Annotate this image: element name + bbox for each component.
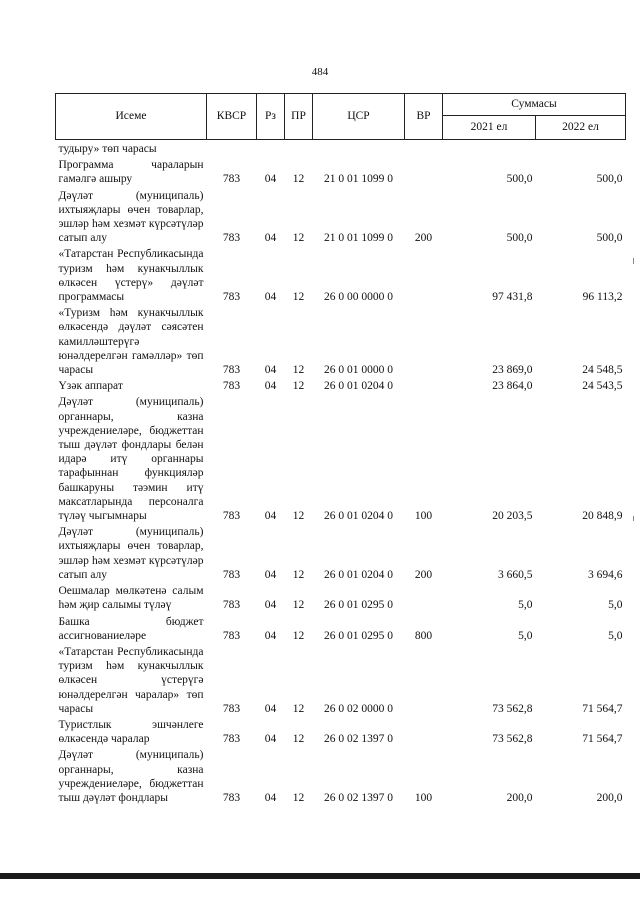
row-2021: 20 203,5 [492, 510, 533, 523]
row-2021: 23 869,0 [492, 364, 533, 377]
header-kvsr: КВСР [207, 94, 257, 140]
row-2021: 3 660,5 [498, 568, 533, 581]
header-sums: Суммасы [443, 94, 626, 116]
row-csr: 26 0 01 0295 0 [324, 629, 393, 642]
row-name: «Татарстан Республикасында туризм һәм кунакчыллык өлкәсен үстерү» дәүләт программасы [58, 248, 204, 304]
row-vr: 200 [414, 232, 433, 245]
table-row [56, 140, 626, 157]
row-pr: 12 [292, 232, 305, 245]
row-rz [257, 140, 285, 157]
row-2021: 73 562,8 [492, 702, 533, 715]
row-rz: 04 [264, 380, 277, 393]
row-rz: 04 [264, 173, 277, 186]
row-pr: 12 [292, 510, 305, 523]
row-2022: 24 548,5 [582, 364, 623, 377]
row-csr: 26 0 00 0000 0 [324, 291, 393, 304]
header-2022: 2022 ел [536, 116, 626, 140]
row-rz: 04 [264, 599, 277, 612]
row-csr: 26 0 01 0204 0 [324, 568, 393, 581]
row-2022: 24 543,5 [582, 380, 623, 393]
row-2022: 500,0 [596, 173, 623, 186]
table-row [56, 716, 626, 746]
row-kvsr: 783 [222, 380, 241, 393]
table-row [56, 643, 626, 716]
row-pr: 12 [292, 599, 305, 612]
row-2021: 23 864,0 [492, 380, 533, 393]
row-pr: 12 [292, 568, 305, 581]
row-rz: 04 [264, 733, 277, 746]
row-kvsr: 783 [222, 629, 241, 642]
row-kvsr: 783 [222, 510, 241, 523]
row-kvsr: 783 [222, 291, 241, 304]
row-2021: 73 562,8 [492, 733, 533, 746]
table-row [56, 156, 626, 186]
row-2022: 5,0 [608, 599, 623, 612]
row-2021: 500,0 [506, 232, 533, 245]
row-2022: 500,0 [596, 232, 623, 245]
row-vr [405, 140, 443, 157]
row-csr: 26 0 01 0000 0 [324, 364, 393, 377]
row-csr: 26 0 01 0204 0 [324, 380, 393, 393]
row-rz: 04 [264, 568, 277, 581]
header-vr: ВР [405, 94, 443, 140]
row-pr: 12 [292, 702, 305, 715]
table-row [56, 613, 626, 643]
table-row [56, 523, 626, 582]
row-name: тудыру» төп чарасы [58, 143, 157, 155]
header-2021: 2021 ел [443, 116, 536, 140]
row-pr: 12 [292, 380, 305, 393]
row-csr: 26 0 02 1397 0 [324, 733, 393, 746]
row-name: Башка бюджет ассигнованиеләре [58, 615, 204, 642]
row-kvsr: 783 [222, 599, 241, 612]
row-kvsr: 783 [222, 733, 241, 746]
row-vr [405, 716, 443, 746]
row-pr: 12 [292, 629, 305, 642]
row-vr [405, 643, 443, 716]
row-name: Оешмалар мөлкәтенә салым һәм җир салымы түләү [58, 585, 204, 612]
row-2021: 500,0 [506, 173, 533, 186]
page-number: 484 [311, 66, 329, 78]
row-2022 [536, 140, 626, 157]
header-csr: ЦСР [313, 94, 405, 140]
scan-speck [633, 258, 634, 264]
table-row [56, 582, 626, 612]
row-name: Дәүләт (муниципаль) ихтыяҗлары өчен товарлар, эшләр һәм хезмәт күрсәтүләр сатып алу [58, 189, 204, 245]
header-rz: Рз [257, 94, 285, 140]
row-kvsr [207, 140, 257, 157]
row-kvsr: 783 [222, 702, 241, 715]
header-pr: ПР [285, 94, 313, 140]
row-2022: 71 564,7 [582, 702, 623, 715]
row-csr: 21 0 01 1099 0 [324, 173, 393, 186]
row-2021: 200,0 [506, 791, 533, 804]
row-pr: 12 [292, 733, 305, 746]
row-vr: 100 [414, 791, 433, 804]
row-name: Туристлык эшчәнлеге өлкәсендә чаралар [58, 718, 204, 746]
row-2021: 5,0 [518, 599, 533, 612]
row-vr: 800 [414, 629, 433, 642]
row-2021 [443, 140, 536, 157]
row-2022: 71 564,7 [582, 733, 623, 746]
budget-table [55, 93, 626, 805]
header-name: Исеме [56, 94, 207, 140]
row-rz: 04 [264, 791, 277, 804]
row-vr: 100 [414, 510, 433, 523]
row-rz: 04 [264, 364, 277, 377]
row-csr: 26 0 02 0000 0 [324, 702, 393, 715]
row-2022: 200,0 [596, 791, 623, 804]
row-kvsr: 783 [222, 232, 241, 245]
row-pr: 12 [292, 173, 305, 186]
scan-speck [633, 516, 634, 521]
row-csr: 26 0 01 0295 0 [324, 599, 393, 612]
row-kvsr: 783 [222, 364, 241, 377]
row-2022: 20 848,9 [582, 510, 623, 523]
row-rz: 04 [264, 510, 277, 523]
table-row [56, 187, 626, 246]
table-row [56, 377, 626, 393]
row-rz: 04 [264, 702, 277, 715]
row-name: «Туризм һәм кунакчыллык өлкәсендә дәүләт сәясәтен камилләштерүгә юнәлдерелгән гамәлләр» төп чарасы [58, 307, 204, 377]
row-2021: 97 431,8 [492, 291, 533, 304]
row-rz: 04 [264, 291, 277, 304]
row-name: Дәүләт (муниципаль) органнары, казна учреждениеләре, бюджеттан тыш дәүләт фондлары белән идарә итү органнары тарафыннан функцияләр башкаруны тәэмин итү максатларында персоналга түләү чыгымнары [58, 396, 204, 523]
row-csr: 26 0 01 0204 0 [324, 510, 393, 523]
row-name: Үзәк аппарат [58, 380, 123, 393]
row-2022: 96 113,2 [582, 291, 623, 304]
table-row [56, 304, 626, 377]
row-pr [285, 140, 313, 157]
row-vr [405, 156, 443, 186]
row-vr: 200 [414, 568, 433, 581]
row-vr [405, 377, 443, 393]
scan-edge-bar [0, 873, 640, 879]
row-kvsr: 783 [222, 791, 241, 804]
row-kvsr: 783 [222, 568, 241, 581]
row-2021: 5,0 [518, 629, 533, 642]
table-row [56, 245, 626, 304]
row-csr [313, 140, 405, 157]
row-name: Дәүләт (муниципаль) ихтыяҗлары өчен товарлар, эшләр һәм хезмәт күрсәтүләр сатып алу [58, 526, 204, 581]
row-pr: 12 [292, 364, 305, 377]
row-name: Дәүләт (муниципаль) органнары, казна учреждениеләре, бюджеттан тыш дәүләт фондлары [58, 749, 204, 804]
row-vr [405, 304, 443, 377]
row-name: «Татарстан Республикасында туризм һәм кунакчыллык өлкәсен үстерүгә юнәлдерелгән чаралар» төп чарасы [58, 645, 204, 715]
row-vr [405, 245, 443, 304]
table-row [56, 746, 626, 805]
row-vr [405, 582, 443, 612]
table-row [56, 393, 626, 523]
row-pr: 12 [292, 791, 305, 804]
row-2022: 3 694,6 [588, 568, 623, 581]
row-kvsr: 783 [222, 173, 241, 186]
row-name: Программа чараларын гамәлгә ашыру [58, 159, 204, 186]
row-csr: 21 0 01 1099 0 [324, 232, 393, 245]
row-pr: 12 [292, 291, 305, 304]
row-2022: 5,0 [608, 629, 623, 642]
row-rz: 04 [264, 232, 277, 245]
row-csr: 26 0 02 1397 0 [324, 791, 393, 804]
row-rz: 04 [264, 629, 277, 642]
